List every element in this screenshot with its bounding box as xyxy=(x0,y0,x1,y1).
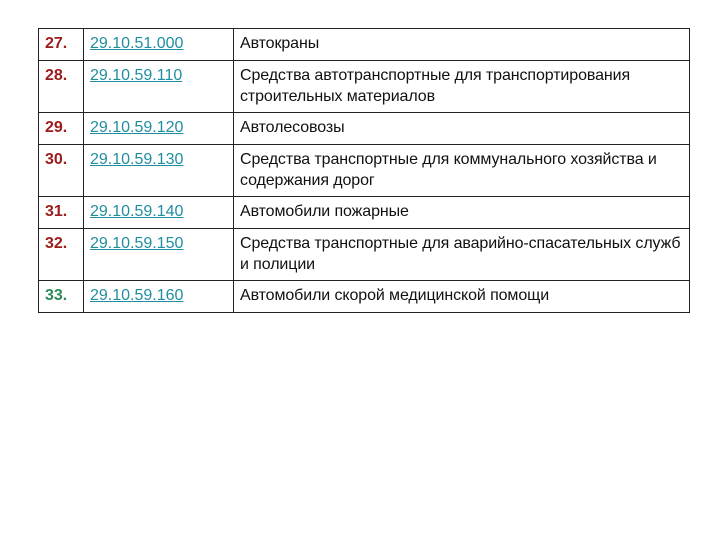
okpd-code-link[interactable]: 29.10.59.130 xyxy=(90,151,184,168)
okpd-code-link[interactable]: 29.10.59.140 xyxy=(90,203,184,220)
row-number: 32. xyxy=(39,229,84,281)
okpd-code-link[interactable]: 29.10.59.110 xyxy=(90,67,183,84)
okpd-code-link[interactable]: 29.10.59.150 xyxy=(90,235,184,252)
row-number: 33. xyxy=(39,281,84,313)
row-number: 30. xyxy=(39,145,84,197)
table-row xyxy=(39,29,690,61)
row-number: 29. xyxy=(39,113,84,145)
item-name: Средства транспортные для аварийно-спасательных служб и полиции xyxy=(234,229,690,281)
row-number: 31. xyxy=(39,197,84,229)
okpd-code-link[interactable]: 29.10.59.120 xyxy=(90,119,184,136)
table-row xyxy=(39,145,690,197)
table-row xyxy=(39,197,690,229)
row-number: 28. xyxy=(39,61,84,113)
row-number: 27. xyxy=(39,29,84,61)
item-name: Автомобили пожарные xyxy=(234,197,690,229)
item-name: Автолесовозы xyxy=(234,113,690,145)
item-name: Средства автотранспортные для транспортирования строительных материалов xyxy=(234,61,690,113)
table-row xyxy=(39,113,690,145)
item-name: Автокраны xyxy=(234,29,690,61)
item-name: Автомобили скорой медицинской помощи xyxy=(234,281,690,313)
okpd-code-link[interactable]: 29.10.51.000 xyxy=(90,35,184,52)
table-row xyxy=(39,61,690,113)
table-row xyxy=(39,229,690,281)
item-name: Средства транспортные для коммунального хозяйства и содержания дорог xyxy=(234,145,690,197)
okpd-code-table xyxy=(38,28,690,313)
table-row xyxy=(39,281,690,313)
okpd-code-link[interactable]: 29.10.59.160 xyxy=(90,287,184,304)
